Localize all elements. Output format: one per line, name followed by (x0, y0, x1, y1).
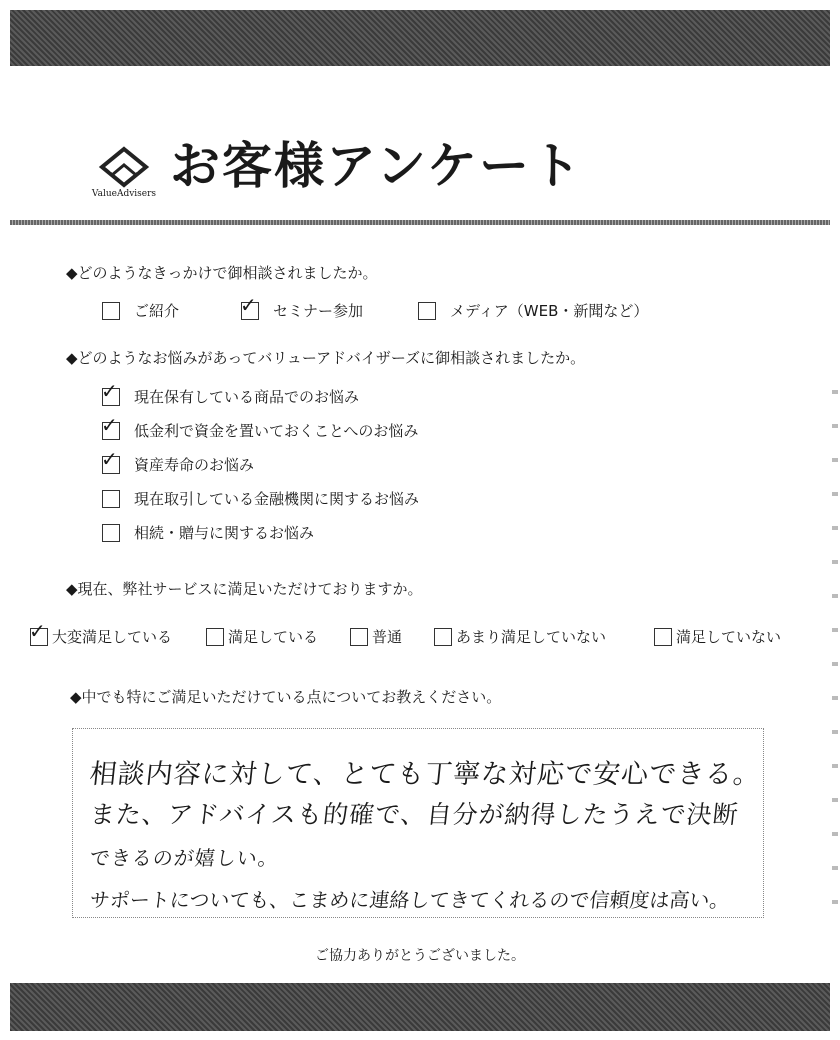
option-seminar[interactable] (240, 292, 364, 321)
page-title: お客様アンケート (170, 137, 583, 195)
checkbox[interactable] (101, 446, 120, 474)
option-satisfied[interactable] (206, 626, 318, 647)
option-media[interactable] (418, 300, 648, 321)
option-label: 満足していない (676, 628, 782, 646)
answer-line: サポートについても、こまめに連絡してきてくれるので信頼度は高い。 (88, 888, 731, 912)
option-concern-inheritance[interactable] (102, 522, 314, 543)
option-label: 低金利で資金を置いておくことへのお悩み (134, 422, 419, 440)
question-concerns: ◆どのようなお悩みがあってバリューアドバイザーズに御相談されましたか。 (66, 349, 586, 367)
answer-line: できるのが嬉しい。 (88, 846, 281, 870)
divider (10, 220, 830, 225)
check-mark-icon: ✓ (240, 292, 257, 317)
option-concern-longevity[interactable] (101, 446, 255, 475)
thanks-message: ご協力ありがとうございました。 (315, 948, 525, 964)
option-label: 普通 (372, 628, 403, 646)
option-concern-low-rates[interactable] (101, 412, 419, 441)
option-label: 現在保有している商品でのお悩み (134, 388, 360, 406)
option-not-very-satisfied[interactable] (434, 626, 606, 647)
option-neutral[interactable] (350, 626, 402, 647)
answer-line: また、アドバイスも的確で、自分が納得したうえで決断 (88, 800, 741, 829)
option-label: 満足している (228, 628, 319, 646)
answer-line: 相談内容に対して、とても丁寧な対応で安心できる。 (88, 759, 763, 790)
option-label: ご紹介 (134, 302, 180, 320)
option-very-satisfied[interactable] (29, 618, 173, 647)
option-concern-institution[interactable] (102, 488, 419, 509)
checkbox[interactable] (206, 628, 224, 646)
checkbox[interactable] (654, 628, 672, 646)
checkbox[interactable] (102, 302, 120, 320)
checkbox[interactable] (102, 490, 120, 508)
check-mark-icon: ✓ (101, 446, 118, 471)
header-band (10, 10, 830, 66)
checkbox[interactable] (29, 618, 48, 646)
checkbox[interactable] (101, 378, 120, 406)
option-referral[interactable] (102, 300, 179, 321)
checkbox[interactable] (434, 628, 452, 646)
checkbox[interactable] (101, 412, 120, 440)
option-label: 現在取引している金融機関に関するお悩み (134, 490, 420, 508)
checkbox[interactable] (102, 524, 120, 542)
option-not-satisfied[interactable] (654, 626, 781, 647)
question-satisfied-points: ◆中でも特にご満足いただけている点についてお教えください。 (70, 688, 502, 706)
checkbox[interactable] (240, 292, 259, 320)
check-mark-icon: ✓ (29, 618, 46, 643)
question-trigger: ◆どのようなきっかけで御相談されましたか。 (66, 264, 378, 282)
option-label: 相続・贈与に関するお悩み (134, 524, 315, 542)
checkbox[interactable] (418, 302, 436, 320)
option-label: セミナー参加 (273, 302, 364, 320)
check-mark-icon: ✓ (101, 378, 118, 403)
logo-text: ValueAdvisers (91, 189, 157, 199)
check-mark-icon: ✓ (101, 412, 118, 437)
option-concern-holdings[interactable] (101, 378, 360, 407)
option-label: メディア（WEB・新聞など） (450, 302, 649, 320)
option-label: 大変満足している (52, 628, 173, 646)
scan-edge-marks (832, 360, 838, 920)
option-label: あまり満足していない (456, 628, 607, 646)
question-satisfaction: ◆現在、弊社サービスに満足いただけておりますか。 (66, 580, 423, 598)
option-label: 資産寿命のお悩み (134, 456, 255, 474)
checkbox[interactable] (350, 628, 368, 646)
footer-band (10, 983, 830, 1031)
